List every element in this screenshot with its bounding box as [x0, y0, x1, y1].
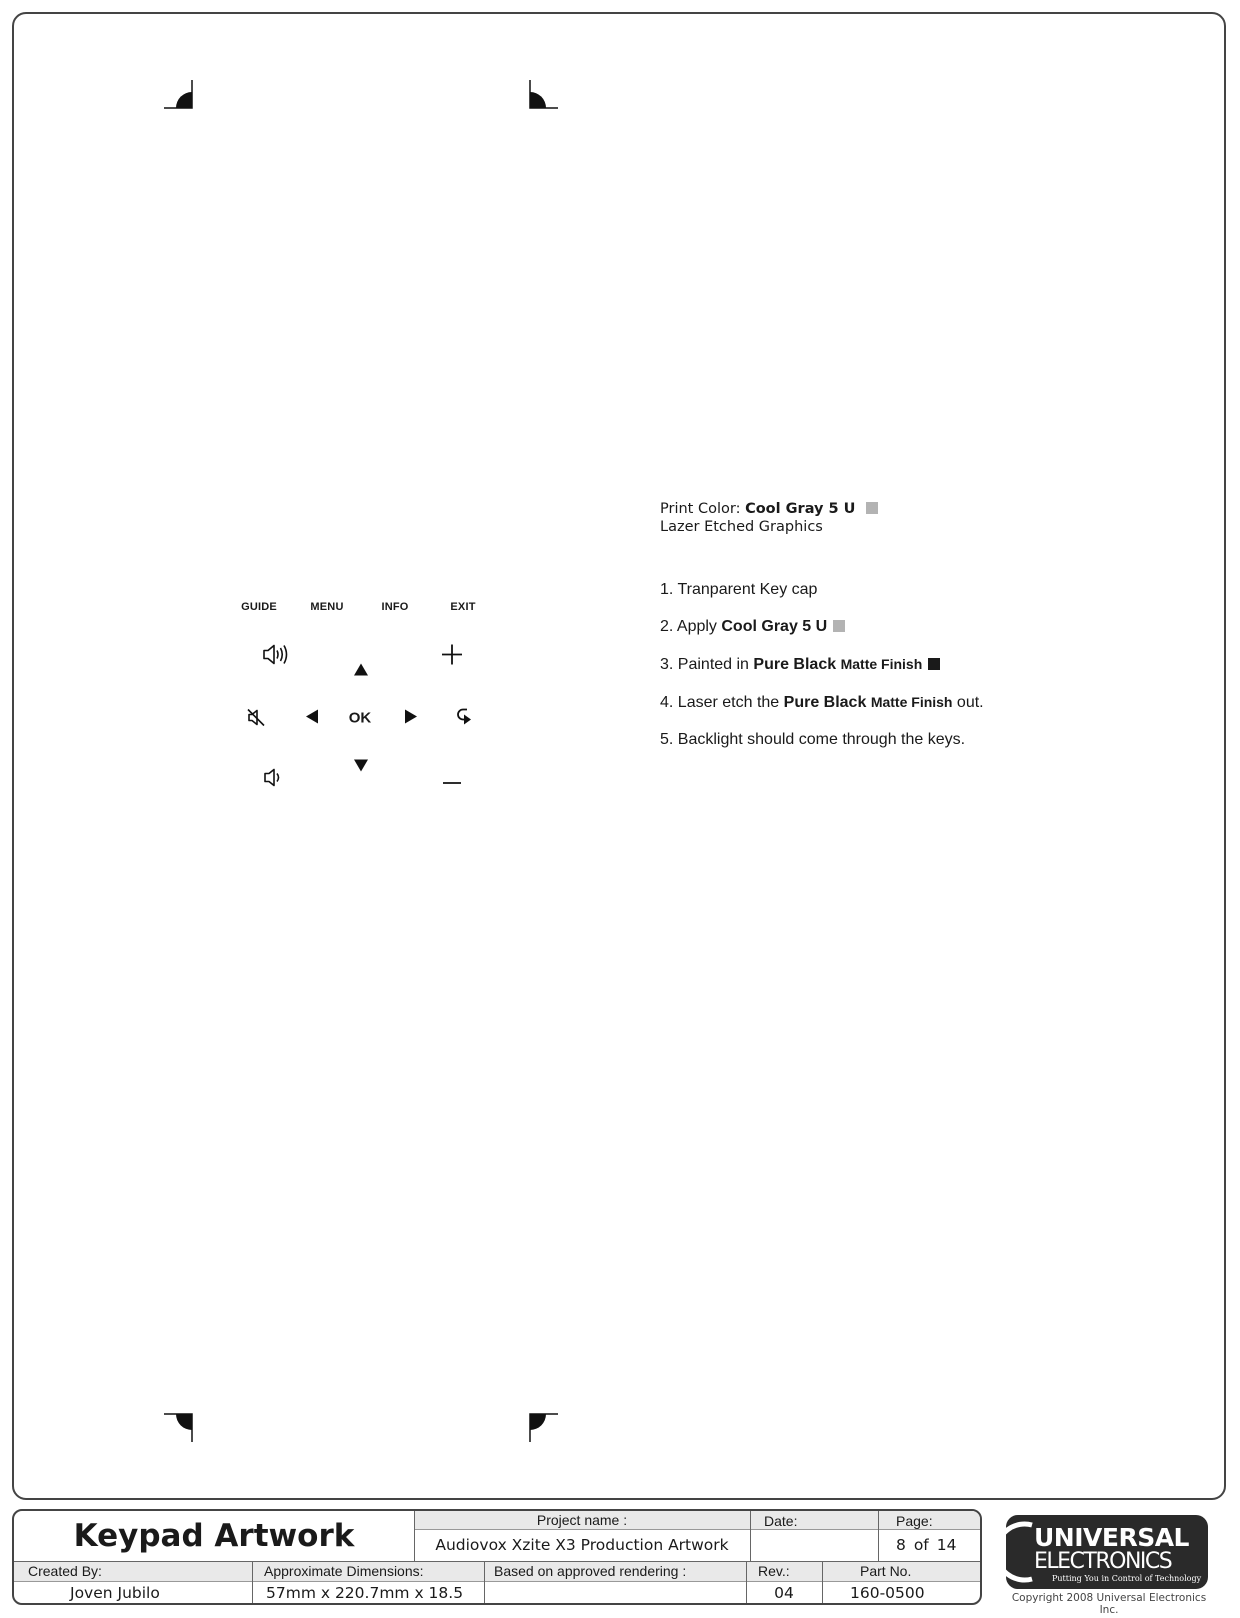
title-block-divider: [878, 1511, 879, 1561]
date-label: Date:: [750, 1511, 878, 1529]
back-icon: [455, 707, 477, 734]
print-color-label: Print Color:: [660, 501, 741, 517]
pure-black-swatch: [928, 658, 940, 670]
arrow-down-icon: [353, 759, 369, 778]
crop-mark-top-left: [164, 80, 194, 110]
note-4: 4. Laser etch the Pure Black Matte Finish out.: [660, 694, 984, 711]
volume-up-icon: [262, 644, 290, 671]
crop-mark-bottom-right: [528, 1412, 558, 1442]
cool-gray-swatch: [833, 620, 845, 632]
dimensions-label: Approximate Dimensions:: [252, 1561, 484, 1581]
guide-key-label: GUIDE: [241, 601, 277, 613]
created-by-label: Created By:: [14, 1561, 252, 1581]
crop-mark-bottom-left: [164, 1412, 194, 1442]
page-of: of: [913, 1536, 929, 1554]
rev-value: 04: [774, 1584, 794, 1602]
title-block-divider: [414, 1511, 415, 1561]
arrow-up-icon: [353, 663, 369, 682]
based-on-label: Based on approved rendering :: [484, 1561, 746, 1581]
universal-electronics-logo: [1006, 1515, 1208, 1589]
note-5: 5. Backlight should come through the keys.: [660, 731, 966, 748]
title-block-divider: [750, 1511, 751, 1561]
arrow-right-icon: [404, 709, 418, 730]
cool-gray-swatch: [866, 502, 878, 514]
crop-mark-top-right: [528, 80, 558, 110]
rev-label: Rev.:: [746, 1561, 822, 1581]
volume-down-icon: [263, 768, 285, 793]
project-name-label: Project name :: [414, 1511, 750, 1529]
title-block-divider: [252, 1561, 253, 1605]
page-total: 14: [936, 1536, 957, 1554]
based-on-value: [484, 1581, 746, 1605]
menu-key-label: MENU: [310, 601, 344, 613]
artwork-sheet: [12, 12, 1226, 1500]
logo-tagline: Putting You in Control of Technology: [1052, 1574, 1202, 1583]
page-label: Page:: [878, 1511, 982, 1529]
title-block-divider: [414, 1529, 982, 1530]
production-notes: [660, 580, 984, 767]
plus-icon: [441, 644, 463, 671]
page-current: 8: [896, 1536, 906, 1554]
dimensions-value: 57mm x 220.7mm x 18.5: [266, 1584, 464, 1602]
title-block: [12, 1509, 982, 1605]
project-name-value: Audiovox Xzite X3 Production Artwork: [435, 1536, 729, 1554]
logo-line-1: UNIVERSAL: [1034, 1523, 1189, 1552]
print-color-note: [660, 500, 878, 536]
info-key-label: INFO: [381, 601, 409, 613]
copyright-notice: Copyright 2008 Universal Electronics Inc.: [1011, 1592, 1207, 1616]
part-no-label: Part No.: [822, 1561, 982, 1581]
created-by-value: Joven Jubilo: [70, 1584, 160, 1602]
note-1: 1. Tranparent Key cap: [660, 581, 818, 598]
exit-key-label: EXIT: [450, 601, 476, 613]
minus-icon: [442, 773, 462, 791]
logo-line-2: ELECTRONICS: [1034, 1549, 1172, 1574]
title-block-divider: [822, 1561, 823, 1605]
note-3: 3. Painted in Pure Black Matte Finish: [660, 654, 984, 675]
note-2: 2. Apply Cool Gray 5 U: [660, 617, 984, 637]
title-block-divider: [14, 1561, 982, 1562]
part-no-value: 160-0500: [850, 1584, 925, 1602]
title-block-divider: [484, 1561, 485, 1605]
page-value: [878, 1529, 982, 1561]
arrow-left-icon: [305, 709, 319, 730]
date-value: [750, 1529, 878, 1561]
ok-key-label: OK: [348, 709, 372, 727]
title-block-divider: [14, 1581, 982, 1582]
mute-icon: [246, 708, 266, 733]
title-block-divider: [746, 1561, 747, 1605]
print-color-line2: Lazer Etched Graphics: [660, 519, 823, 535]
print-color-name: Cool Gray 5 U: [745, 501, 856, 517]
drawing-title: Keypad Artwork: [73, 1518, 355, 1554]
